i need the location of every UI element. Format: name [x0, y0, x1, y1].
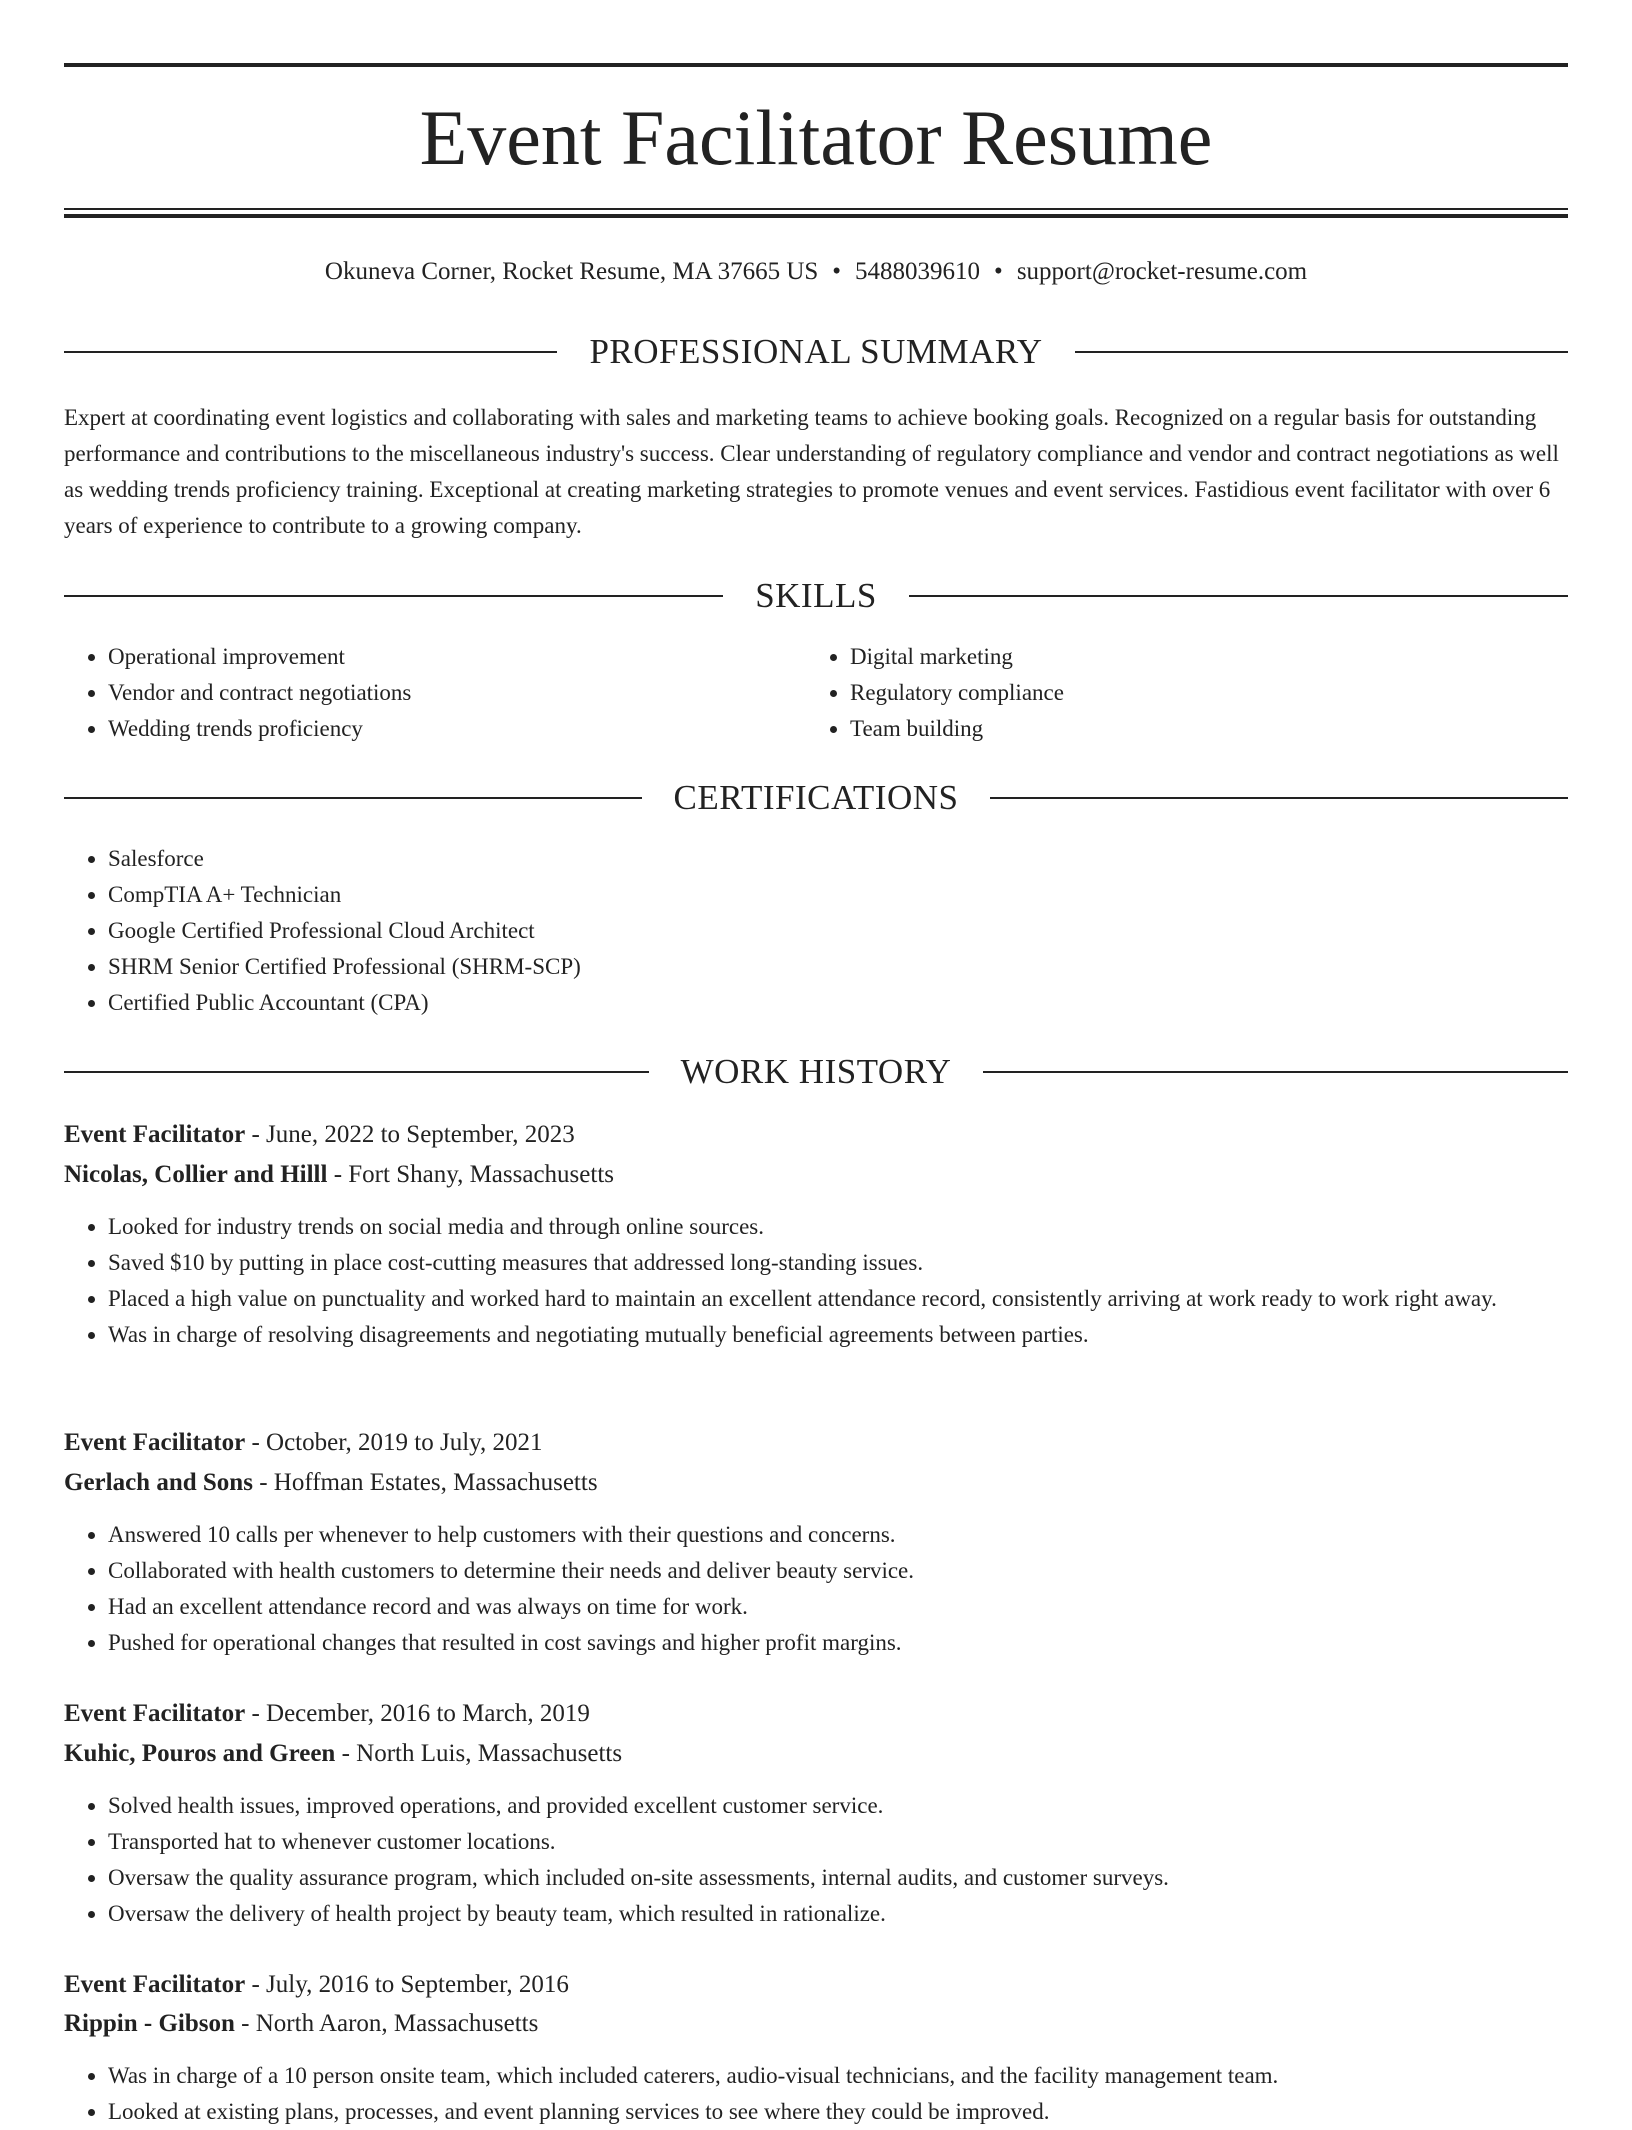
skill-item: • Wedding trends proficiency: [108, 711, 808, 747]
job-dates: - December, 2016 to March, 2019: [245, 1700, 590, 1727]
job-bullet: • Placed a high value on punctuality and worked hard to maintain an excellent attendance record, consistently arriving at work ready to work right away.: [108, 1281, 1568, 1317]
job-dates: - June, 2022 to September, 2023: [245, 1121, 575, 1148]
job-dates: - July, 2016 to September, 2016: [245, 1971, 569, 1998]
skill-item: • Team building: [850, 711, 1550, 747]
skills-heading: [64, 574, 1568, 618]
summary-heading: [64, 330, 1568, 374]
certification-item: • Certified Public Accountant (CPA): [108, 985, 1508, 1021]
job-dates: - October, 2019 to July, 2021: [245, 1429, 543, 1456]
job-bullet: • Was in charge of a 10 person onsite team, which included caterers, audio-visual technicians, and the facility management team.: [108, 2058, 1568, 2094]
job-company: Gerlach and Sons: [64, 1469, 253, 1496]
work-history-heading: [64, 1050, 1568, 1094]
job-bullet: • Answered 10 calls per whenever to help customers with their questions and concerns.: [108, 1517, 1568, 1553]
skills-list-right: [806, 639, 1550, 747]
title-double-rule: [64, 208, 1568, 218]
job-title: Event Facilitator: [64, 1971, 246, 1998]
job-title-line: [64, 1425, 1568, 1461]
resume-title: Event Facilitator Resume: [419, 94, 1213, 181]
heading-rule: [64, 351, 557, 353]
job-company-line: [64, 1736, 1568, 1772]
contact-address: Okuneva Corner, Rocket Resume, MA 37665 US: [324, 258, 819, 285]
job-location: - North Aaron, Massachusetts: [234, 2010, 539, 2037]
job-location: - North Luis, Massachusetts: [335, 1740, 623, 1767]
job-title-line: [64, 1117, 1568, 1153]
job-company-line: [64, 1157, 1568, 1193]
job-bullets: [64, 1517, 1568, 1661]
job-bullet: • Pushed for operational changes that resulted in cost savings and higher profit margins.: [108, 1625, 1568, 1661]
work-history-heading-label: WORK HISTORY: [680, 1052, 952, 1091]
heading-rule: [1075, 351, 1568, 353]
heading-rule: [64, 595, 723, 597]
job-location: - Fort Shany, Massachusetts: [327, 1161, 615, 1188]
heading-rule: [64, 1071, 649, 1073]
skill-item: • Operational improvement: [108, 639, 808, 675]
job-company-line: [64, 1465, 1568, 1501]
contact-email: support@rocket-resume.com: [1016, 258, 1308, 285]
skill-item: • Regulatory compliance: [850, 675, 1550, 711]
heading-rule: [64, 797, 642, 799]
job-location: - Hoffman Estates, Massachusetts: [252, 1469, 598, 1496]
certification-item: • SHRM Senior Certified Professional (SHRM-SCP): [108, 949, 1508, 985]
contact-phone: 5488039610: [855, 258, 981, 285]
top-rule: [64, 63, 1568, 67]
job-title-line: [64, 1696, 1568, 1732]
skill-item: • Digital marketing: [850, 639, 1550, 675]
job-bullet: • Looked for industry trends on social media and through online sources.: [108, 1209, 1568, 1245]
job-bullet: • Had an excellent attendance record and was always on time for work.: [108, 1589, 1568, 1625]
job-bullet: • Oversaw the delivery of health project by beauty team, which resulted in rationalize.: [108, 1896, 1568, 1932]
job-title-line: [64, 1967, 1568, 2003]
contact-separator: •: [994, 258, 1003, 285]
job-bullets: [64, 1209, 1568, 1353]
skill-item: • Vendor and contract negotiations: [108, 675, 808, 711]
certification-item: • CompTIA A+ Technician: [108, 877, 1508, 913]
contact-separator: •: [832, 258, 842, 285]
job-bullets: [64, 1788, 1568, 1932]
heading-rule: [990, 797, 1568, 799]
job-company: Rippin - Gibson: [64, 2010, 235, 2037]
job-title: Event Facilitator: [64, 1700, 246, 1727]
job-bullet: • Saved $10 by putting in place cost-cutting measures that addressed long-standing issues.: [108, 1245, 1568, 1281]
job-title: Event Facilitator: [64, 1121, 246, 1148]
job-company-line: [64, 2006, 1568, 2042]
certification-item: • Salesforce: [108, 841, 1508, 877]
certifications-heading-label: CERTIFICATIONS: [673, 778, 959, 817]
job-bullet: • Transported hat to whenever customer locations.: [108, 1824, 1568, 1860]
heading-rule: [983, 1071, 1568, 1073]
certifications-heading: [64, 776, 1568, 820]
job-bullet: • Looked at existing plans, processes, and event planning services to see where they could be improved.: [108, 2094, 1568, 2130]
certifications-list: [64, 841, 1508, 1021]
job-bullet: • Collaborated with health customers to determine their needs and deliver beauty service.: [108, 1553, 1568, 1589]
job-bullet: • Was in charge of resolving disagreements and negotiating mutually beneficial agreements between parties.: [108, 1317, 1568, 1353]
job-title: Event Facilitator: [64, 1429, 246, 1456]
job-bullets: [64, 2058, 1568, 2130]
heading-rule: [909, 595, 1568, 597]
skills-list-left: [64, 639, 808, 747]
skills-heading-label: SKILLS: [755, 576, 877, 615]
summary-text: Expert at coordinating event logistics and collaborating with sales and marketing teams to achieve booking goals. Recognized on a regular basis for outstanding performance and contributions to the miscellaneous industry's success. Clear understanding of regulatory compliance and vendor and contract negotiations as well as wedding trends proficiency training. Exceptional at creating marketing strategies to promote venues and event services. Fastidious event facilitator with over 6 years of experience to contribute to a growing company.: [64, 405, 1559, 538]
summary-heading-label: PROFESSIONAL SUMMARY: [589, 332, 1043, 371]
job-company: Nicolas, Collier and Hilll: [64, 1161, 328, 1188]
job-bullet: • Solved health issues, improved operations, and provided excellent customer service.: [108, 1788, 1568, 1824]
job-company: Kuhic, Pouros and Green: [64, 1740, 336, 1767]
certification-item: • Google Certified Professional Cloud Architect: [108, 913, 1508, 949]
job-bullet: • Oversaw the quality assurance program, which included on-site assessments, internal audits, and customer surveys.: [108, 1860, 1568, 1896]
contact-line: [64, 254, 1568, 290]
